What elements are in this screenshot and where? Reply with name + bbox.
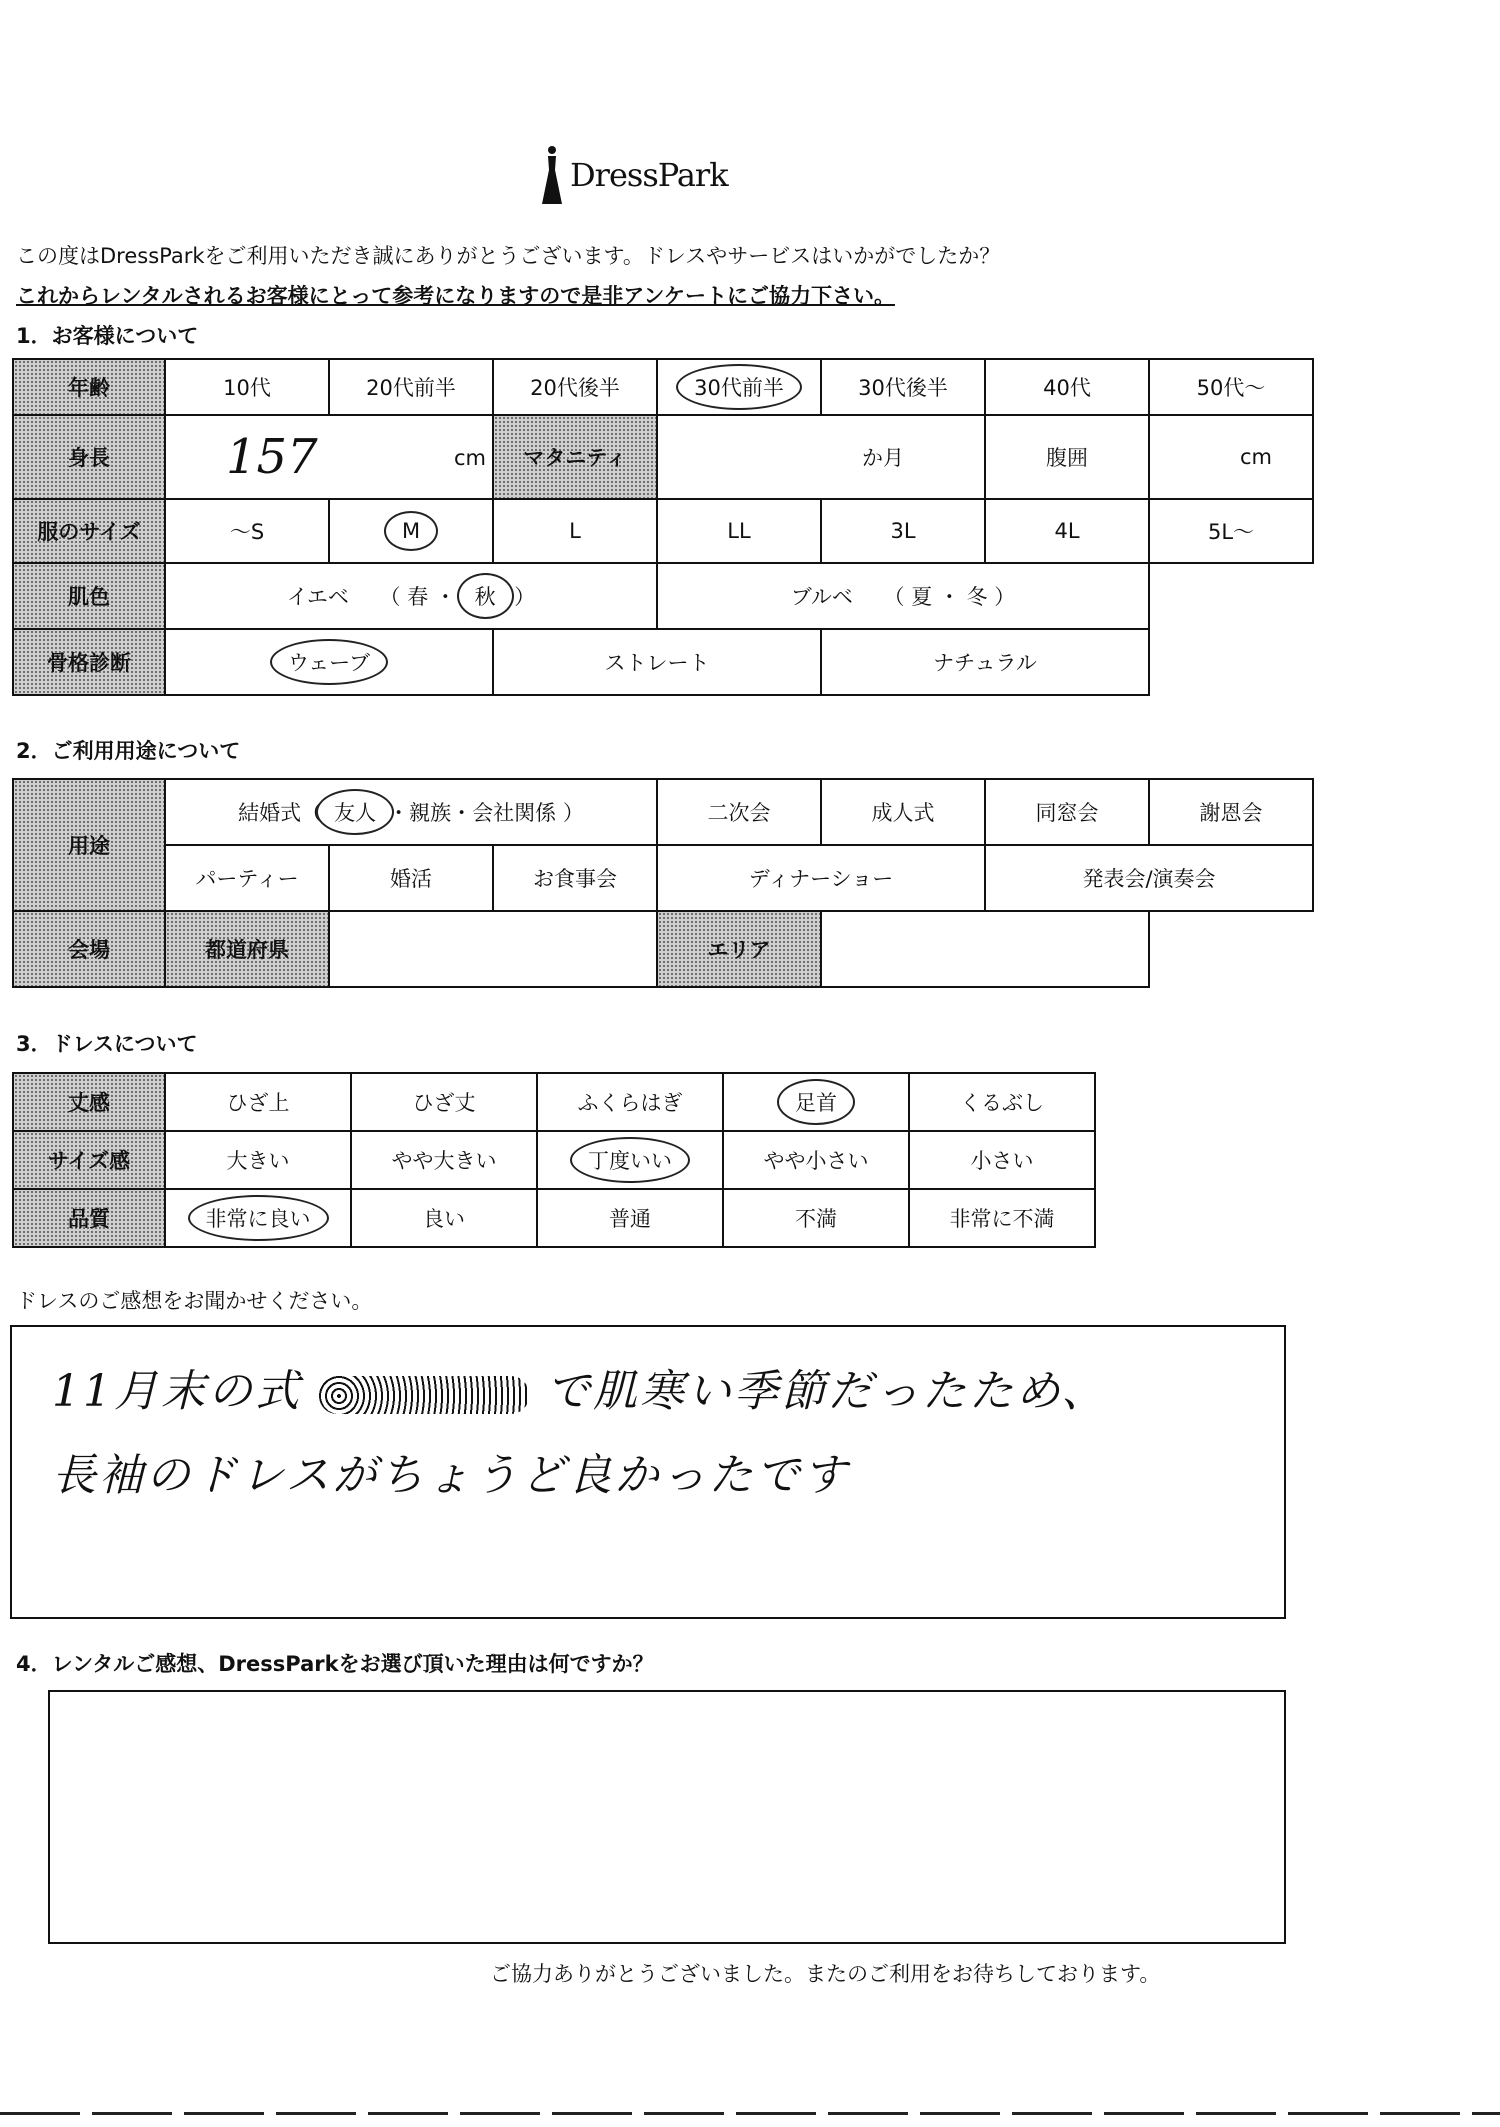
summer-option[interactable]: 夏 <box>911 585 933 609</box>
spring-option[interactable]: 春 <box>407 585 429 609</box>
maternity-months-field[interactable] <box>657 415 985 499</box>
area-label: エリア <box>657 911 821 987</box>
paren-close: ） <box>994 585 1016 609</box>
winter-option[interactable]: 冬 <box>966 585 988 609</box>
skeleton-option-selected[interactable] <box>165 629 493 695</box>
fit-option[interactable]: やや小さい <box>723 1131 909 1189</box>
purpose-option[interactable]: 成人式 <box>821 779 985 845</box>
skeleton-option[interactable]: ストレート <box>493 629 821 695</box>
purpose-option[interactable]: 同窓会 <box>985 779 1149 845</box>
size-option[interactable]: LL <box>657 499 821 563</box>
customer-table <box>12 358 1314 696</box>
quality-option[interactable]: 非常に不満 <box>909 1189 1095 1247</box>
paren-open: （ <box>883 585 905 609</box>
empty-cell <box>1149 911 1313 987</box>
paren-close: ） <box>514 585 536 609</box>
empty-cell <box>1149 563 1313 629</box>
age-option[interactable]: 20代後半 <box>493 359 657 415</box>
blue-base-option[interactable] <box>657 563 1149 629</box>
venue-label: 会場 <box>13 911 165 987</box>
age-selected-value: 30代前半 <box>676 364 802 410</box>
skeleton-option[interactable]: ナチュラル <box>821 629 1149 695</box>
brand-logo <box>540 140 780 210</box>
skeleton-label: 骨格診断 <box>13 629 165 695</box>
purpose-option[interactable]: 婚活 <box>329 845 493 911</box>
fit-option[interactable]: 小さい <box>909 1131 1095 1189</box>
fit-option[interactable]: やや大きい <box>351 1131 537 1189</box>
age-label: 年齢 <box>13 359 165 415</box>
length-selected-value: 足首 <box>777 1079 855 1125</box>
height-value: 157 <box>226 429 318 485</box>
impression-prompt: ドレスのご感想をお聞かせください。 <box>16 1289 373 1313</box>
purpose-option[interactable]: ディナーショー <box>657 845 985 911</box>
wedding-rest: ・親族・会社関係 ） <box>388 801 584 825</box>
size-selected-value: M <box>384 511 438 551</box>
blue-base-label: ブルベ <box>790 585 853 609</box>
footer-divider <box>0 2112 1500 2115</box>
impression-line-1 <box>52 1355 1108 1419</box>
age-option[interactable]: 10代 <box>165 359 329 415</box>
fit-selected-value: 丁度いい <box>570 1137 690 1183</box>
quality-option-selected[interactable] <box>165 1189 351 1247</box>
dress-table <box>12 1072 1096 1248</box>
friend-option-selected[interactable]: 友人 <box>316 789 394 835</box>
fit-label: サイズ感 <box>13 1131 165 1189</box>
age-option-selected[interactable] <box>657 359 821 415</box>
redacted-scribble <box>319 1376 529 1414</box>
waist-field[interactable] <box>1149 415 1313 499</box>
impression-textarea[interactable] <box>10 1325 1286 1619</box>
reason-textarea[interactable] <box>48 1690 1286 1944</box>
height-label: 身長 <box>13 415 165 499</box>
quality-selected-value: 非常に良い <box>188 1195 329 1241</box>
autumn-option-selected[interactable]: 秋 <box>457 573 514 619</box>
age-option[interactable]: 30代後半 <box>821 359 985 415</box>
intro-line-2: これからレンタルされるお客様にとって参考になりますので是非アンケートにご協力下さい。 <box>16 284 895 308</box>
maternity-label: マタニティ <box>493 415 657 499</box>
length-option[interactable]: ふくらはぎ <box>537 1073 723 1131</box>
fit-option[interactable]: 大きい <box>165 1131 351 1189</box>
section-2-title: 2．ご利用用途について <box>16 739 241 763</box>
fit-option-selected[interactable] <box>537 1131 723 1189</box>
age-option[interactable]: 50代～ <box>1149 359 1313 415</box>
height-unit: cm <box>453 446 486 470</box>
wedding-option[interactable] <box>165 779 657 845</box>
impression-line-2: 長袖のドレスがちょうど良かったです <box>52 1450 850 1501</box>
purpose-option[interactable]: 発表会/演奏会 <box>985 845 1313 911</box>
yellow-base-option[interactable] <box>165 563 657 629</box>
size-option[interactable]: 3L <box>821 499 985 563</box>
waist-unit: cm <box>1239 445 1272 469</box>
quality-option[interactable]: 普通 <box>537 1189 723 1247</box>
length-label: 丈感 <box>13 1073 165 1131</box>
dress-icon <box>540 144 564 206</box>
purpose-option[interactable]: 謝恩会 <box>1149 779 1313 845</box>
separator-dot: ・ <box>434 585 456 609</box>
purpose-label: 用途 <box>13 779 165 911</box>
quality-label: 品質 <box>13 1189 165 1247</box>
skeleton-selected-value: ウェーブ <box>270 639 388 685</box>
empty-cell <box>1149 629 1313 695</box>
area-field[interactable] <box>821 911 1149 987</box>
skin-label: 肌色 <box>13 563 165 629</box>
size-option[interactable]: 5L～ <box>1149 499 1313 563</box>
yellow-base-label: イエベ <box>286 585 349 609</box>
section-4-title: 4．レンタルご感想、DressParkをお選び頂いた理由は何ですか？ <box>16 1652 654 1676</box>
section-3-title: 3．ドレスについて <box>16 1032 198 1056</box>
age-option[interactable]: 40代 <box>985 359 1149 415</box>
height-field[interactable] <box>165 415 493 499</box>
purpose-option[interactable]: 二次会 <box>657 779 821 845</box>
quality-option[interactable]: 不満 <box>723 1189 909 1247</box>
purpose-table <box>12 778 1314 988</box>
quality-option[interactable]: 良い <box>351 1189 537 1247</box>
age-option[interactable]: 20代前半 <box>329 359 493 415</box>
length-option[interactable]: ひざ丈 <box>351 1073 537 1131</box>
size-option[interactable]: ～S <box>165 499 329 563</box>
prefecture-label: 都道府県 <box>165 911 329 987</box>
impression-text: 11月末の式 <box>52 1366 302 1417</box>
length-option[interactable]: くるぶし <box>909 1073 1095 1131</box>
size-option-selected[interactable] <box>329 499 493 563</box>
separator-dot: ・ <box>938 585 960 609</box>
length-option[interactable]: ひざ上 <box>165 1073 351 1131</box>
size-option[interactable]: 4L <box>985 499 1149 563</box>
paren-open: （ <box>379 585 401 609</box>
section-1-title: 1．お客様について <box>16 324 199 348</box>
intro-line-1: この度はDressParkをご利用いただき誠にありがとうございます。ドレスやサービスはいかがでしたか？ <box>16 244 1001 268</box>
thanks-message: ご協力ありがとうございました。またのご利用をお待ちしております。 <box>490 1962 1161 1986</box>
impression-text: で肌寒い季節だったため、 <box>546 1366 1109 1417</box>
prefecture-field[interactable] <box>329 911 657 987</box>
purpose-option[interactable]: お食事会 <box>493 845 657 911</box>
size-label: 服のサイズ <box>13 499 165 563</box>
waist-label: 腹囲 <box>985 415 1149 499</box>
length-option-selected[interactable] <box>723 1073 909 1131</box>
month-unit: か月 <box>862 446 904 470</box>
size-option[interactable]: L <box>493 499 657 563</box>
wedding-prefix: 結婚式（ <box>238 801 323 825</box>
purpose-option[interactable]: パーティー <box>165 845 329 911</box>
brand-name: DressPark <box>570 156 728 194</box>
